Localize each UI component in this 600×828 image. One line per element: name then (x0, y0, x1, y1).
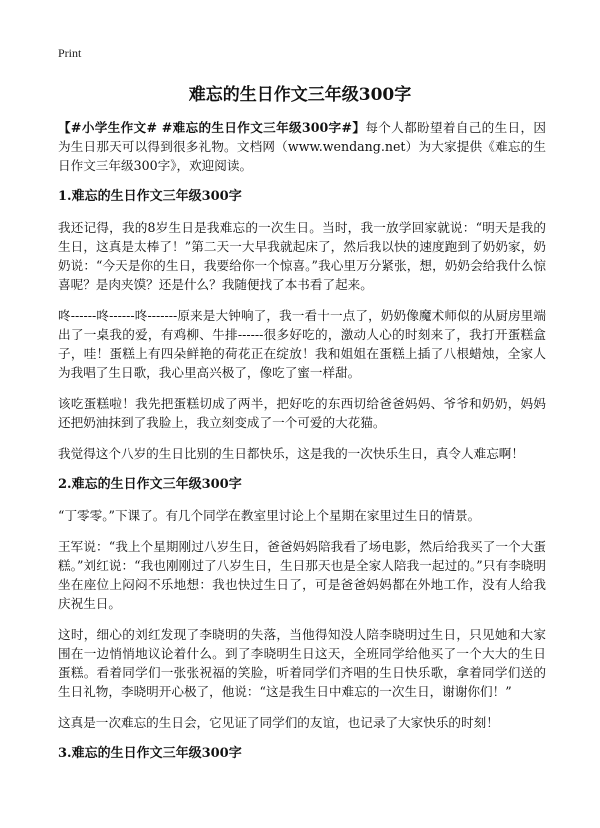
print-link[interactable]: Print (58, 46, 82, 60)
section-1-paragraph: 我还记得，我的8岁生日是我难忘的一次生日。当时，我一放学回家就说：“明天是我的生日，这真是太棒了！”第二天一大早我就起床了，然后我以快的速度跑到了奶奶家，奶奶说：“今天是你的生日，我要给你一个惊喜。”我心里万分紧张，想，奶奶会给我什么惊喜呢？是肉夹馍？还是什么？我随便找了本书看了起来。 (58, 220, 546, 292)
section-1-paragraph: 咚------咚------咚-------原来是大钟响了，我一看十一点了，奶奶像魔术师似的从厨房里端出了一桌我的爱，有鸡柳、牛排------很多好吃的，激动人心的时刻来了，我打开蛋糕盒子，哇！蛋糕上有四朵鲜艳的荷花正在绽放！我和姐姐在蛋糕上插了八根蜡烛，全家人为我唱了生日歌，我心里高兴极了，像吃了蜜一样甜。 (58, 308, 546, 380)
page-title: 难忘的生日作文三年级300字 (188, 85, 412, 105)
section-3-heading: 3.难忘的生日作文三年级300字 (58, 746, 242, 761)
section-1-heading: 1.难忘的生日作文三年级300字 (58, 189, 242, 204)
intro-tag: 【#小学生作文# #难忘的生日作文三年级300字#】 (58, 120, 366, 135)
section-2-paragraph: 王军说：“我上个星期刚过八岁生日，爸爸妈妈陪我看了场电影，然后给我买了一个大蛋糕。”刘红说：“我也刚刚过了八岁生日，生日那天也是全家人陪我一起过的。”只有李晓明坐在座位上闷闷不乐地想：我也快过生日了，可是爸爸妈妈都在外地工作，没有人给我庆祝生日。 (58, 539, 546, 611)
section-2-paragraph: “丁零零。”下课了。有几个同学在教室里讨论上个星期在家里过生日的情景。 (58, 508, 481, 523)
article-body (58, 118, 546, 775)
section-2-paragraph: 这真是一次难忘的生日会，它见证了同学们的友谊，也记录了大家快乐的时刻！ (58, 715, 499, 730)
section-1-paragraph: 我觉得这个八岁的生日比别的生日都快乐，这是我的一次快乐生日，真令人难忘啊！ (58, 446, 524, 461)
intro-text: 每个人都盼望着自己的生日，因为生日那天可以得到很多礼物。文档网（www.wendang.net）为大家提供《难忘的生日作文三年级300字》，欢迎阅读。 (58, 120, 546, 173)
section-2-heading: 2.难忘的生日作文三年级300字 (58, 477, 242, 492)
intro-paragraph (58, 118, 546, 175)
section-1-paragraph: 该吃蛋糕啦！我先把蛋糕切成了两半，把好吃的东西切给爸爸妈妈、爷爷和奶奶，妈妈还把奶油抹到了我脸上，我立刻变成了一个可爱的大花猫。 (58, 396, 546, 430)
section-2-paragraph: 这时，细心的刘红发现了李晓明的失落，当他得知没人陪李晓明过生日，只见她和大家围在一边悄悄地议论着什么。到了李晓明生日这天，全班同学给他买了一个大大的生日蛋糕。看着同学们一张张祝福的笑脸，听着同学们齐唱的生日快乐歌，拿着同学们送的生日礼物，李晓明开心极了，他说：“这是我生日中难忘的一次生日，谢谢你们！” (58, 627, 546, 699)
